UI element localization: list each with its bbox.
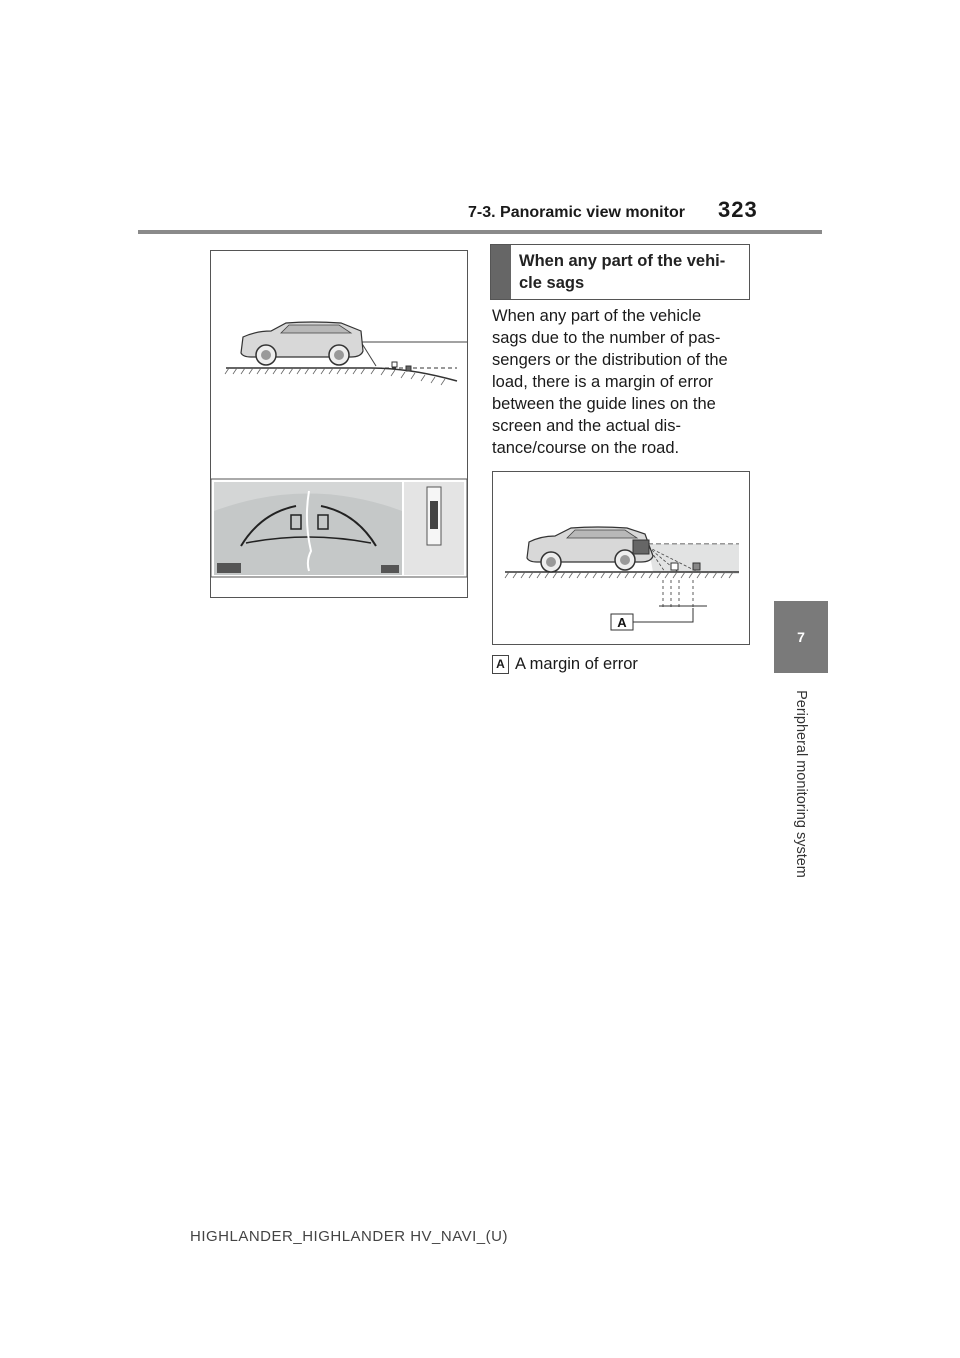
chapter-tab: 7 [774, 601, 828, 673]
legend-badge: A [492, 655, 509, 674]
slope-vehicle-drawing [211, 251, 467, 597]
legend-item [492, 653, 638, 675]
sag-vehicle-drawing [493, 472, 749, 644]
footer-model: HIGHLANDER_HIGHLANDER HV_NAVI_(U) [190, 1228, 508, 1245]
section-title: 7-3. Panoramic view monitor [468, 204, 685, 221]
chapter-title: Peripheral monitoring system [793, 690, 809, 878]
callout-title: When any part of the vehi- cle sags [519, 252, 726, 292]
vehicle-icon [241, 322, 363, 365]
slope-illustration [210, 250, 468, 598]
callout-box [490, 244, 750, 300]
page-number: 323 [718, 197, 758, 222]
sag-illustration [492, 471, 750, 645]
callout-bar [491, 245, 511, 299]
legend-text: A margin of error [515, 655, 638, 673]
figure-label-a: A [617, 615, 627, 630]
body-paragraph: When any part of the vehicle sags due to the number of pas- sengers or the distribution of the load, there is a margin of error between the guide lines on the screen and the actual dis- tance/course on the road. [492, 307, 728, 457]
vehicle-icon [527, 527, 653, 572]
header-rule [138, 230, 822, 234]
